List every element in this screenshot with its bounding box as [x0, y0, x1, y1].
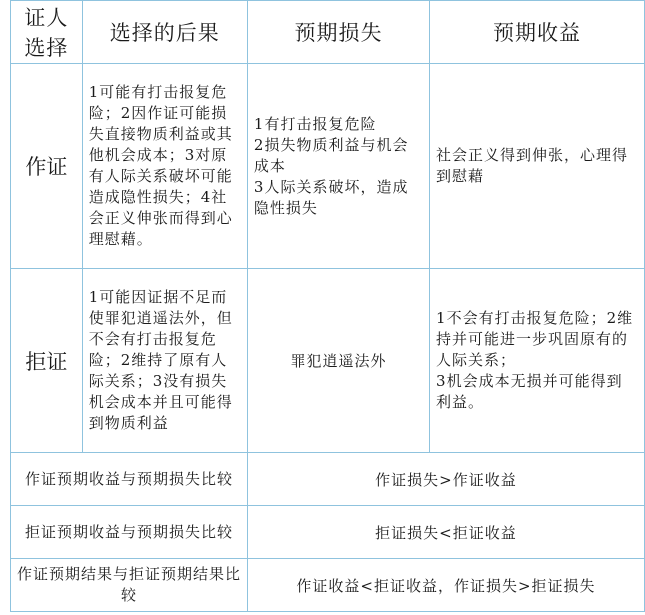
header-expected-loss: 预期损失	[247, 1, 429, 64]
comparison-label-refuse: 拒证预期收益与预期损失比较	[11, 506, 248, 559]
consequence-testify: 1可能有打击报复危险；2因作证可能损失直接物质利益或其他机会成本；3对原有人际关系破坏可能造成隐性损失；4社会正义伸张而得到心理慰藉。	[82, 64, 247, 269]
table-row-testify	[11, 64, 645, 269]
witness-choice-table	[10, 0, 645, 612]
comparison-result-testify: 作证损失>作证收益	[247, 453, 644, 506]
header-expected-gain: 预期收益	[430, 1, 645, 64]
consequence-refuse: 1可能因证据不足而使罪犯逍遥法外，但不会有打击报复危险；2维持了原有人际关系；3没有损失机会成本并且可能得到物质利益	[82, 269, 247, 453]
comparison-result-refuse: 拒证损失<拒证收益	[247, 506, 644, 559]
comparison-result-both: 作证收益<拒证收益，作证损失>拒证损失	[247, 559, 644, 612]
header-row	[11, 1, 645, 64]
comparison-label-both: 作证预期结果与拒证预期结果比较	[11, 559, 248, 612]
header-role: 证人 选择	[11, 1, 83, 64]
role-testify: 作证	[11, 64, 83, 269]
loss-testify: 1有打击报复危险 2损失物质利益与机会成本 3人际关系破坏，造成隐性损失	[247, 64, 429, 269]
gain-refuse: 1不会有打击报复危险；2维持并可能进一步巩固原有的人际关系； 3机会成本无损并可能得到利益。	[430, 269, 645, 453]
loss-refuse: 罪犯逍遥法外	[247, 269, 429, 453]
role-refuse: 拒证	[11, 269, 83, 453]
comparison-label-testify: 作证预期收益与预期损失比较	[11, 453, 248, 506]
header-consequence: 选择的后果	[82, 1, 247, 64]
table-row-refuse	[11, 269, 645, 453]
comparison-row-both	[11, 559, 645, 612]
gain-testify: 社会正义得到伸张，心理得到慰藉	[430, 64, 645, 269]
comparison-row-testify	[11, 453, 645, 506]
comparison-row-refuse	[11, 506, 645, 559]
